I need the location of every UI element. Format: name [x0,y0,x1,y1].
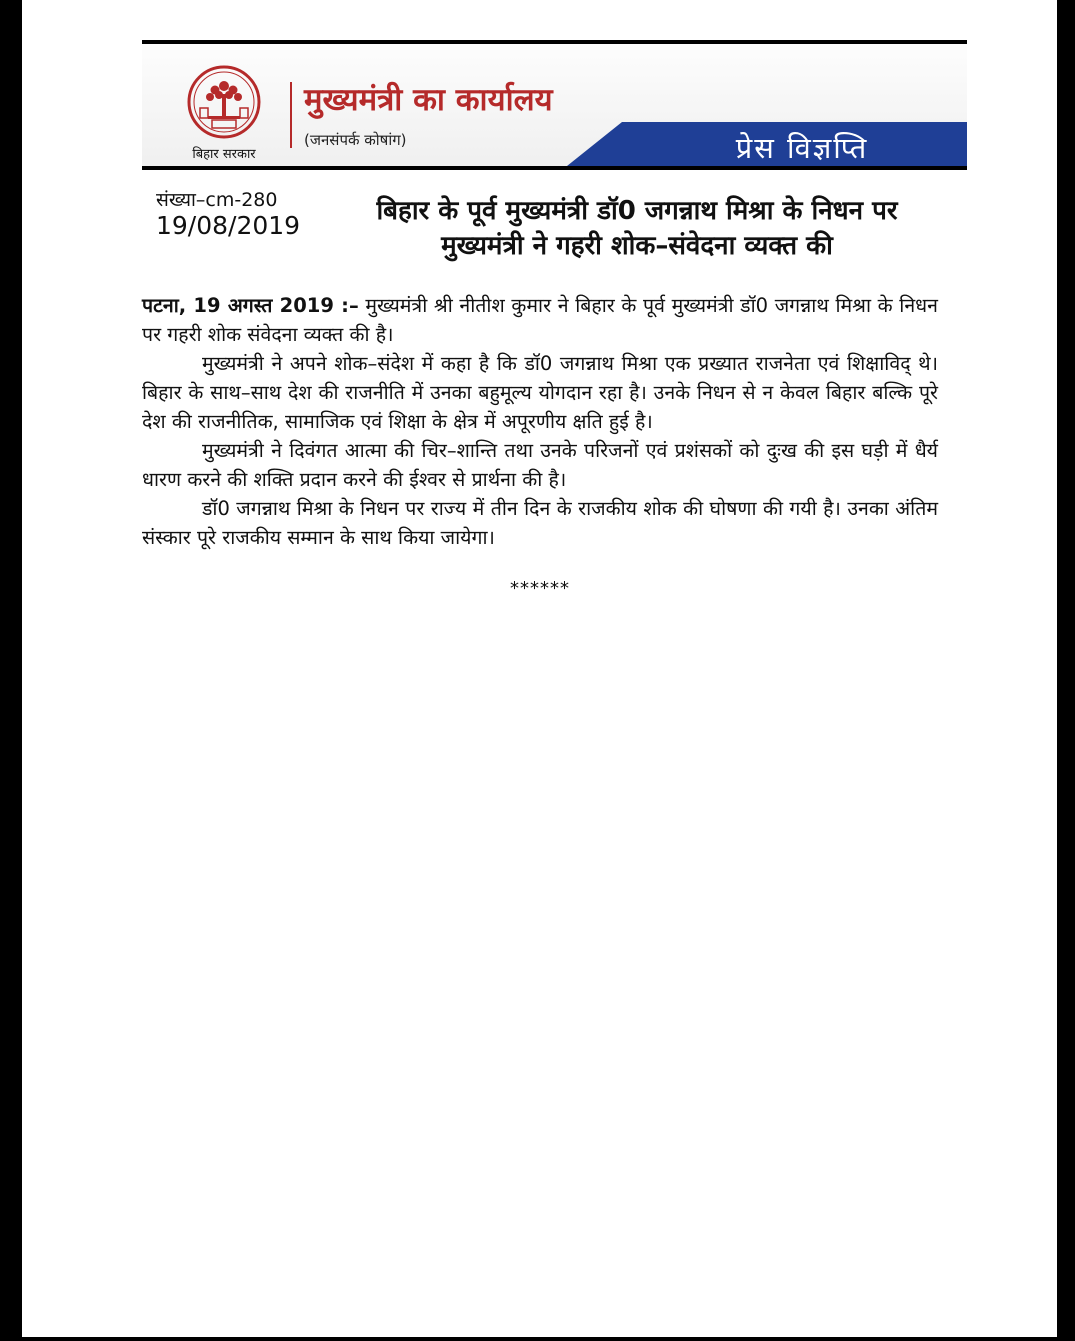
headline-line-2: मुख्यमंत्री ने गहरी शोक–संवेदना व्यक्त की [441,231,833,261]
press-release-body [142,291,938,552]
paragraph-1 [142,291,938,349]
paragraph-4: डॉ0 जगन्नाथ मिश्रा के निधन पर राज्य में तीन दिन के राजकीय शोक की घोषणा की गयी है। उनका अंतिम संस्कार पूरे राजकीय सम्मान के साथ किया जायेगा। [142,497,938,549]
paragraph-2: मुख्यमंत्री ने अपने शोक–संदेश में कहा है कि डॉ0 जगन्नाथ मिश्रा एक प्रख्यात राजनेता एवं शिक्षाविद् थे। बिहार के साथ–साथ देश की राजनीति में उनका बहुमूल्य योगदान रहा है। उनके निधन से न केवल बिहार बल्कि पूरे देश की राजनीतिक, सामाजिक एवं शिक्षा के क्षेत्र में अपूरणीय क्षति हुई है। [142,352,938,433]
letterhead-divider [290,82,292,148]
paragraph-1-text: मुख्यमंत्री श्री नीतीश कुमार ने बिहार के पूर्व मुख्यमंत्री डॉ0 जगन्नाथ मिश्रा के निधन पर गहरी शोक संवेदना व्यक्त की है। [142,294,938,346]
office-title: मुख्यमंत्री का कार्यालय [304,82,553,118]
paragraph-3: मुख्यमंत्री ने दिवंगत आत्मा की चिर–शान्ति तथा उनके परिजनों एवं प्रशंसकों को दुःख की इस घड़ी में धैर्य धारण करने की शक्ति प्रदान करने की ईश्वर से प्रार्थना की है। [142,439,938,491]
office-subtitle: (जनसंपर्क कोषांग) [304,131,407,149]
headline [312,194,962,264]
dateline: पटना, 19 अगस्त 2019 :– [142,294,359,317]
press-release-label: प्रेस विज्ञप्ति [735,131,869,165]
headline-line-1: बिहार के पूर्व मुख्यमंत्री डॉ0 जगन्नाथ मिश्रा के निधन पर [376,196,898,226]
letterhead [142,40,967,170]
document-page [22,0,1057,1337]
reference-number: संख्या–cm-280 [156,189,278,211]
bihar-emblem-icon [186,64,262,140]
emblem-caption: बिहार सरकार [192,147,256,162]
end-marker: ****** [510,578,570,599]
letterhead-rule [142,166,967,170]
release-date: 19/08/2019 [156,211,301,240]
